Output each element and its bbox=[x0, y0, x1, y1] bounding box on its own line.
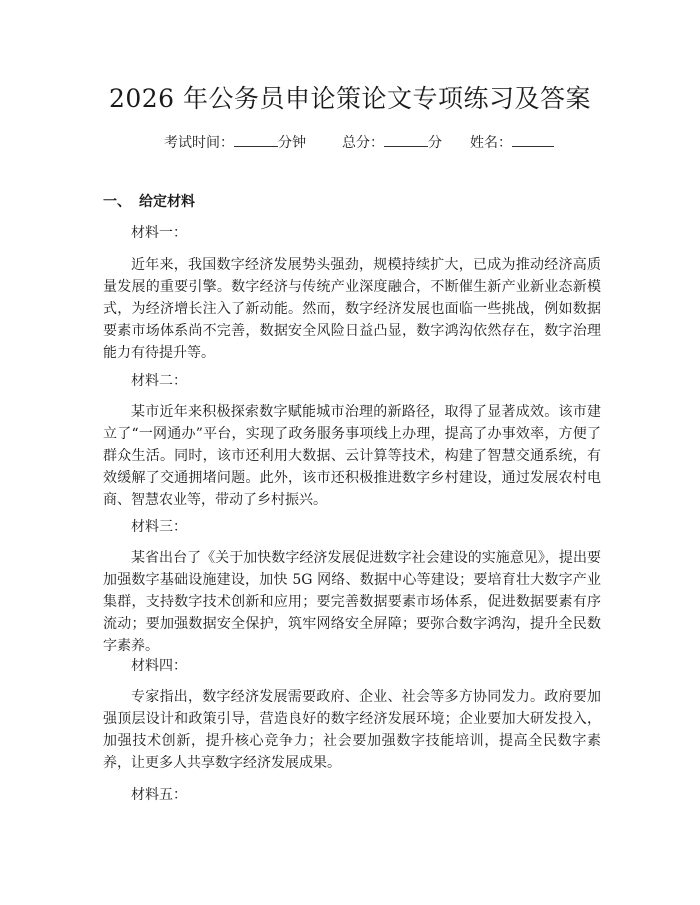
exam-info-line bbox=[164, 131, 554, 153]
material-label: 材料五： bbox=[131, 787, 187, 803]
exam-time-label: 考试时间： bbox=[164, 135, 234, 151]
exam-time-unit: 分钟 bbox=[278, 135, 306, 151]
name-label: 姓名： bbox=[470, 135, 512, 151]
material-paragraph: 某省出台了《关于加快数字经济发展促进数字社会建设的实施意见》，提出要加强数字基础设施建设，加快 5G 网络、数据中心等建设；要培育壮大数字产业集群，支持数字技术创新和应用；要完善数据要素市场体系，促进数据要素有序流动；要加强数据安全保护，筑牢网络安全屏障；要弥合数字鸿沟，提升全民数字素养。 bbox=[103, 550, 601, 654]
total-score-label: 总分： bbox=[342, 135, 384, 151]
section-title: 给定材料 bbox=[139, 194, 195, 210]
material-paragraph: 专家指出，数字经济发展需要政府、企业、社会等多方协同发力。政府要加强顶层设计和政策引导，营造良好的数字经济发展环境；企业要加大研发投入，加强技术创新，提升核心竞争力；社会要加强数字技能培训，提高全民数字素养，让更多人共享数字经济发展成果。 bbox=[103, 689, 601, 771]
exam-time-blank bbox=[234, 131, 278, 147]
material-label: 材料二： bbox=[131, 373, 187, 389]
document-title: 2026 年公务员申论策论文专项练习及答案 bbox=[108, 84, 592, 113]
total-score-blank bbox=[384, 131, 428, 147]
section-heading bbox=[103, 192, 195, 212]
material-label: 材料四： bbox=[131, 658, 187, 674]
material-label: 材料一： bbox=[131, 225, 187, 241]
material-paragraph: 某市近年来积极探索数字赋能城市治理的新路径，取得了显著成效。该市建立了“一网通办”平台，实现了政务服务事项线上办理，提高了办事效率，方便了群众生活。同时，该市还利用大数据、云计算等技术，构建了智慧交通系统，有效缓解了交通拥堵问题。此外，该市还积极推进数字乡村建设，通过发展农村电商、智慧农业等，带动了乡村振兴。 bbox=[103, 404, 601, 508]
section-number: 一、 bbox=[103, 194, 131, 210]
material-label: 材料三： bbox=[131, 519, 187, 535]
material-paragraph: 近年来，我国数字经济发展势头强劲，规模持续扩大，已成为推动经济高质量发展的重要引擎。数字经济与传统产业深度融合，不断催生新产业新业态新模式，为经济增长注入了新动能。然而，数字经济发展也面临一些挑战，例如数据要素市场体系尚不完善，数据安全风险日益凸显，数字鸿沟依然存在，数字治理能力有待提升等。 bbox=[103, 257, 601, 361]
name-blank bbox=[512, 131, 554, 147]
total-score-unit: 分 bbox=[428, 135, 442, 151]
